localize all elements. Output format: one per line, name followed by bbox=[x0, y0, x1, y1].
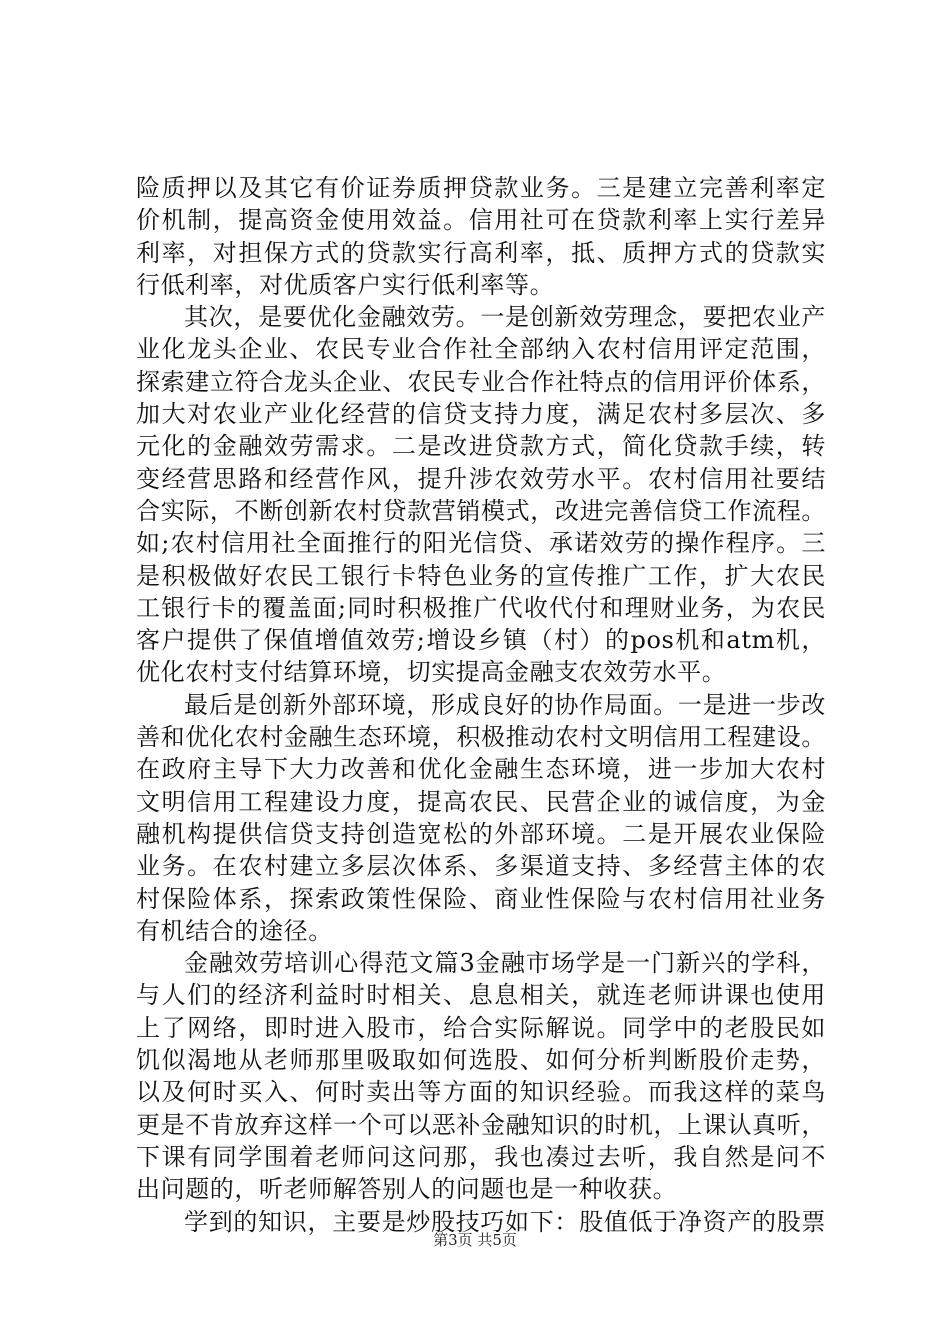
paragraph-line: 在政府主导下大力改善和优化金融生态环境，进一步加大农村 bbox=[136, 755, 826, 784]
paragraph-line: 下课有同学围着老师问这问那，我也凑过去听，我自然是问不 bbox=[136, 1142, 826, 1171]
paragraph-line: 业化龙头企业、农民专业合作社全部纳入农村信用评定范围， bbox=[136, 335, 826, 364]
paragraph-line: 出问题的，听老师解答别人的问题也是一种收获。 bbox=[136, 1175, 678, 1204]
paragraph-line: 最后是创新外部环境，形成良好的协作局面。一是进一步改 bbox=[184, 690, 826, 719]
paragraph-line: 以及何时买入、何时卖出等方面的知识经验。而我这样的菜鸟 bbox=[136, 1078, 826, 1107]
paragraph-line: 饥似渴地从老师那里吸取如何选股、如何分析判断股价走势， bbox=[136, 1046, 826, 1075]
paragraph-line: 加大对农业产业化经营的信贷支持力度，满足农村多层次、多 bbox=[136, 400, 826, 429]
paragraph-line: 融机构提供信贷支持创造宽松的外部环境。二是开展农业保险 bbox=[136, 819, 826, 848]
paragraph-line: 是积极做好农民工银行卡特色业务的宣传推广工作，扩大农民 bbox=[136, 561, 826, 590]
paragraph-line: 行低利率，对优质客户实行低利率等。 bbox=[136, 270, 555, 299]
page-footer bbox=[0, 1230, 950, 1250]
paragraph-line: 更是不肯放弃这样一个可以恶补金融知识的时机，上课认真听， bbox=[136, 1110, 826, 1139]
paragraph-line: 利率，对担保方式的贷款实行高利率，抵、质押方式的贷款实 bbox=[136, 238, 826, 267]
paragraph-line: 文明信用工程建设力度，提高农民、民营企业的诚信度，为金 bbox=[136, 787, 826, 816]
paragraph-line: 其次，是要优化金融效劳。一是创新效劳理念，要把农业产 bbox=[184, 303, 826, 332]
paragraph bbox=[136, 689, 826, 947]
paragraph-line: 工银行卡的覆盖面;同时积极推广代收代付和理财业务，为农民 bbox=[136, 593, 826, 622]
document-body bbox=[136, 172, 826, 1238]
paragraph bbox=[136, 301, 826, 689]
paragraph-line: 与人们的经济利益时时相关、息息相关，就连老师讲课也使用 bbox=[136, 981, 826, 1010]
paragraph-line: 优化农村支付结算环境，切实提高金融支农效劳水平。 bbox=[136, 658, 727, 687]
paragraph-line: 元化的金融效劳需求。二是改进贷款方式，简化贷款手续，转 bbox=[136, 432, 826, 461]
paragraph-line: 学到的知识，主要是炒股技巧如下：股值低于净资产的股票 bbox=[184, 1207, 826, 1236]
paragraph-line: 客户提供了保值增值效劳;增设乡镇（村）的pos机和atm机， bbox=[136, 626, 826, 655]
paragraph-line: 合实际，不断创新农村贷款营销模式，改进完善信贷工作流程。 bbox=[136, 496, 826, 525]
paragraph bbox=[136, 947, 826, 1205]
paragraph bbox=[136, 172, 826, 301]
paragraph-line: 善和优化农村金融生态环境，积极推动农村文明信用工程建设。 bbox=[136, 723, 826, 752]
page-indicator: 第3页 共5页 bbox=[433, 1231, 517, 1249]
paragraph-line: 业务。在农村建立多层次体系、多渠道支持、多经营主体的农 bbox=[136, 852, 826, 881]
paragraph-line: 价机制，提高资金使用效益。信用社可在贷款利率上实行差异 bbox=[136, 206, 826, 235]
paragraph-line: 如;农村信用社全面推行的阳光信贷、承诺效劳的操作程序。三 bbox=[136, 529, 826, 558]
paragraph-line: 探索建立符合龙头企业、农民专业合作社特点的信用评价体系， bbox=[136, 367, 826, 396]
paragraph-line: 村保险体系，探索政策性保险、商业性保险与农村信用社业务 bbox=[136, 884, 826, 913]
paragraph-line: 有机结合的途径。 bbox=[136, 916, 333, 945]
paragraph-line: 变经营思路和经营作风，提升涉农效劳水平。农村信用社要结 bbox=[136, 464, 826, 493]
paragraph-line: 金融效劳培训心得范文篇3金融市场学是一门新兴的学科， bbox=[184, 949, 826, 978]
paragraph-line: 险质押以及其它有价证券质押贷款业务。三是建立完善利率定 bbox=[136, 174, 826, 202]
paragraph-line: 上了网络，即时进入股市，给合实际解说。同学中的老股民如 bbox=[136, 1013, 826, 1042]
